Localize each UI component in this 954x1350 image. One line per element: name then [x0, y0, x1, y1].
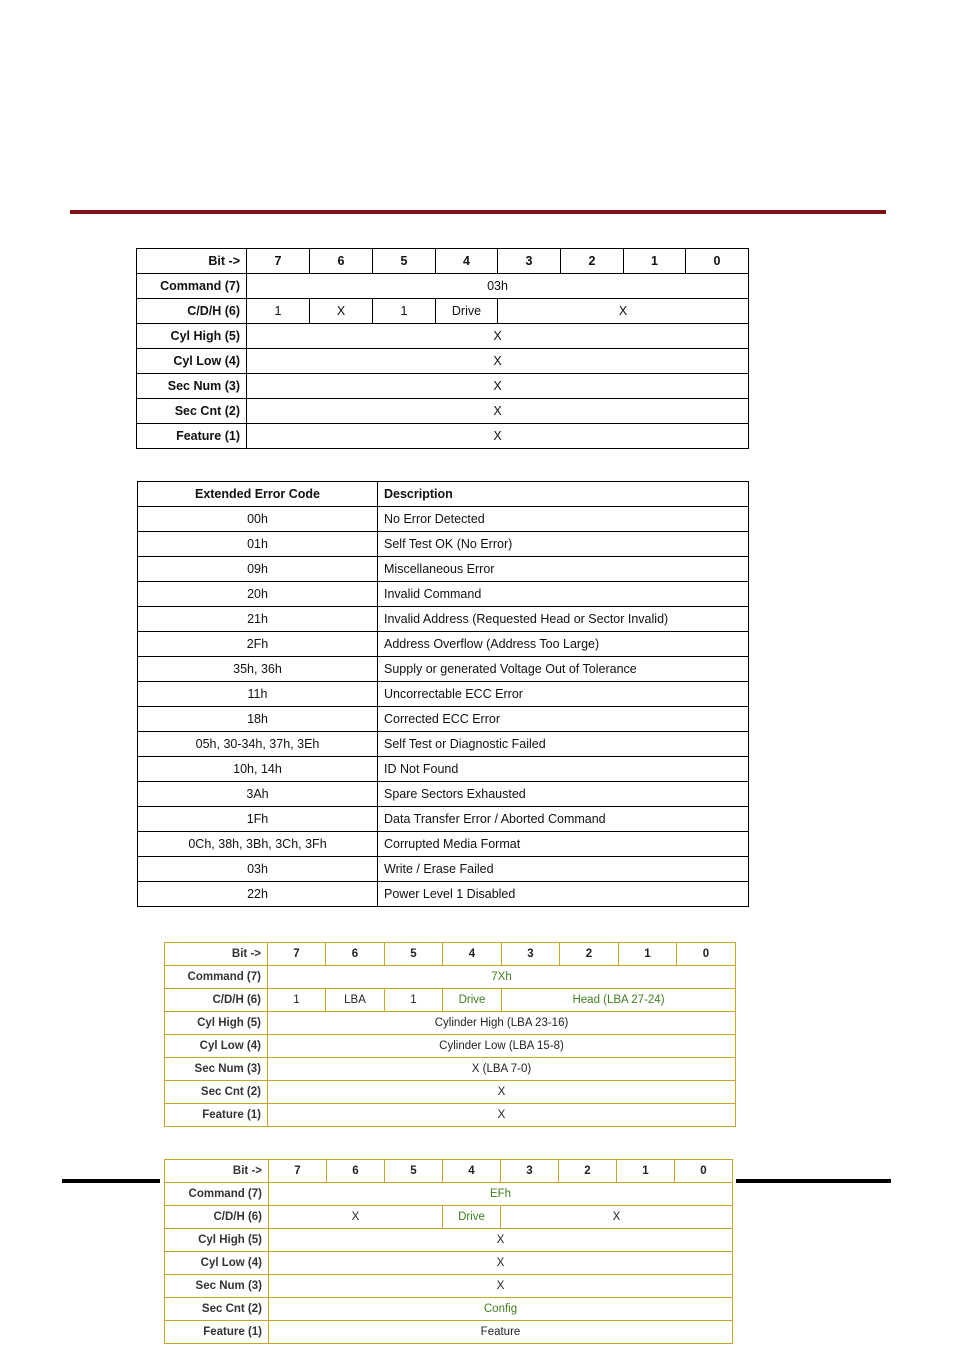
- error-description-cell: Power Level 1 Disabled: [378, 882, 749, 907]
- sec-cnt-label: Sec Cnt (2): [165, 1081, 268, 1104]
- cdh-bit4: Drive: [443, 989, 502, 1012]
- cyl-high-row: [165, 1012, 736, 1035]
- bit-4-header: 4: [443, 943, 502, 966]
- sec-num-label: Sec Num (3): [165, 1275, 269, 1298]
- cdh-bits3-0: Head (LBA 27-24): [502, 989, 736, 1012]
- feature-label: Feature (1): [137, 424, 247, 449]
- cyl-low-label: Cyl Low (4): [165, 1035, 268, 1058]
- bit-5-header: 5: [385, 943, 443, 966]
- command-label: Command (7): [165, 1183, 269, 1206]
- cdh-label: C/D/H (6): [137, 299, 247, 324]
- feature-row: [137, 424, 749, 449]
- error-code-cell: 2Fh: [138, 632, 378, 657]
- sec-cnt-label: Sec Cnt (2): [137, 399, 247, 424]
- sec-num-row: [165, 1275, 733, 1298]
- error-row: [138, 857, 749, 882]
- bit-header-label: Bit ->: [165, 1160, 269, 1183]
- sec-cnt-label: Sec Cnt (2): [165, 1298, 269, 1321]
- sec-num-value: X (LBA 7-0): [268, 1058, 736, 1081]
- command-value: 7Xh: [268, 966, 736, 989]
- sec-cnt-value: Config: [269, 1298, 733, 1321]
- sec-num-row: [165, 1058, 736, 1081]
- sec-cnt-row: [165, 1081, 736, 1104]
- sec-cnt-row: [137, 399, 749, 424]
- bit-2-header: 2: [559, 1160, 617, 1183]
- error-description-cell: Spare Sectors Exhausted: [378, 782, 749, 807]
- cdh-row: [165, 1206, 733, 1229]
- feature-label: Feature (1): [165, 1104, 268, 1127]
- error-table-header-row: [138, 482, 749, 507]
- cdh-bit5: 1: [385, 989, 443, 1012]
- feature-value: X: [268, 1104, 736, 1127]
- cyl-low-label: Cyl Low (4): [165, 1252, 269, 1275]
- footer-rule-left: [62, 1179, 160, 1183]
- cdh-bits7-5: X: [269, 1206, 443, 1229]
- error-row: [138, 682, 749, 707]
- error-description-cell: Self Test or Diagnostic Failed: [378, 732, 749, 757]
- error-row: [138, 632, 749, 657]
- error-description-cell: Self Test OK (No Error): [378, 532, 749, 557]
- bit-1-header: 1: [619, 943, 677, 966]
- description-header: Description: [378, 482, 749, 507]
- error-code-cell: 01h: [138, 532, 378, 557]
- error-code-cell: 3Ah: [138, 782, 378, 807]
- cdh-row: [165, 989, 736, 1012]
- error-description-cell: Miscellaneous Error: [378, 557, 749, 582]
- bit-0-header: 0: [675, 1160, 733, 1183]
- error-row: [138, 782, 749, 807]
- command-label: Command (7): [165, 966, 268, 989]
- cdh-bit7: 1: [247, 299, 310, 324]
- error-description-cell: ID Not Found: [378, 757, 749, 782]
- error-code-cell: 18h: [138, 707, 378, 732]
- register-table-lba: [164, 942, 736, 1127]
- error-row: [138, 507, 749, 532]
- bit-2-header: 2: [560, 943, 619, 966]
- error-description-cell: Invalid Address (Requested Head or Sector Invalid): [378, 607, 749, 632]
- cdh-bit5: 1: [373, 299, 436, 324]
- error-code-cell: 0Ch, 38h, 3Bh, 3Ch, 3Fh: [138, 832, 378, 857]
- error-code-cell: 1Fh: [138, 807, 378, 832]
- error-description-cell: Corrupted Media Format: [378, 832, 749, 857]
- feature-label: Feature (1): [165, 1321, 269, 1344]
- error-description-cell: No Error Detected: [378, 507, 749, 532]
- cyl-low-value: X: [247, 349, 749, 374]
- header-rule: [70, 210, 886, 214]
- bit-6-header: 6: [327, 1160, 385, 1183]
- cdh-bit6: X: [310, 299, 373, 324]
- cyl-high-value: X: [269, 1229, 733, 1252]
- cyl-high-label: Cyl High (5): [165, 1229, 269, 1252]
- bit-7-header: 7: [247, 249, 310, 274]
- command-label: Command (7): [137, 274, 247, 299]
- error-code-cell: 05h, 30-34h, 37h, 3Eh: [138, 732, 378, 757]
- cyl-high-row: [137, 324, 749, 349]
- sec-cnt-row: [165, 1298, 733, 1321]
- error-code-cell: 09h: [138, 557, 378, 582]
- bit-6-header: 6: [310, 249, 373, 274]
- cdh-bit4: Drive: [436, 299, 498, 324]
- feature-value: X: [247, 424, 749, 449]
- cyl-high-value: Cylinder High (LBA 23-16): [268, 1012, 736, 1035]
- error-code-cell: 11h: [138, 682, 378, 707]
- sec-num-value: X: [247, 374, 749, 399]
- command-value: EFh: [269, 1183, 733, 1206]
- sec-num-value: X: [269, 1275, 733, 1298]
- bit-0-header: 0: [677, 943, 736, 966]
- cyl-high-value: X: [247, 324, 749, 349]
- error-description-cell: Address Overflow (Address Too Large): [378, 632, 749, 657]
- cyl-high-row: [165, 1229, 733, 1252]
- error-code-cell: 10h, 14h: [138, 757, 378, 782]
- error-description-cell: Invalid Command: [378, 582, 749, 607]
- footer-rule-right: [736, 1179, 891, 1183]
- error-row: [138, 607, 749, 632]
- error-row: [138, 757, 749, 782]
- feature-row: [165, 1321, 733, 1344]
- cyl-low-row: [137, 349, 749, 374]
- register-table-set-features: [164, 1159, 733, 1344]
- error-code-cell: 21h: [138, 607, 378, 632]
- register-table-read-buffer: [136, 248, 749, 449]
- sec-cnt-value: X: [268, 1081, 736, 1104]
- cdh-bits3-0: X: [501, 1206, 733, 1229]
- bit-4-header: 4: [443, 1160, 501, 1183]
- command-row: [137, 274, 749, 299]
- extended-error-table: [137, 481, 749, 907]
- cyl-low-row: [165, 1035, 736, 1058]
- bit-5-header: 5: [385, 1160, 443, 1183]
- error-code-cell: 22h: [138, 882, 378, 907]
- cyl-high-label: Cyl High (5): [137, 324, 247, 349]
- bit-header-row: [165, 1160, 733, 1183]
- command-row: [165, 966, 736, 989]
- error-row: [138, 557, 749, 582]
- error-row: [138, 582, 749, 607]
- sec-num-label: Sec Num (3): [165, 1058, 268, 1081]
- bit-header-label: Bit ->: [137, 249, 247, 274]
- bit-7-header: 7: [269, 1160, 327, 1183]
- error-row: [138, 832, 749, 857]
- command-row: [165, 1183, 733, 1206]
- error-code-header: Extended Error Code: [138, 482, 378, 507]
- error-code-cell: 35h, 36h: [138, 657, 378, 682]
- error-row: [138, 532, 749, 557]
- sec-num-label: Sec Num (3): [137, 374, 247, 399]
- cdh-bit6: LBA: [326, 989, 385, 1012]
- cdh-label: C/D/H (6): [165, 989, 268, 1012]
- sec-num-row: [137, 374, 749, 399]
- bit-1-header: 1: [624, 249, 686, 274]
- cdh-bit4: Drive: [443, 1206, 501, 1229]
- bit-3-header: 3: [502, 943, 560, 966]
- bit-7-header: 7: [268, 943, 326, 966]
- cdh-row: [137, 299, 749, 324]
- bit-header-row: [137, 249, 749, 274]
- bit-header-label: Bit ->: [165, 943, 268, 966]
- feature-value: Feature: [269, 1321, 733, 1344]
- cdh-bit7: 1: [268, 989, 326, 1012]
- cdh-bits3-0: X: [498, 299, 749, 324]
- bit-1-header: 1: [617, 1160, 675, 1183]
- bit-6-header: 6: [326, 943, 385, 966]
- cyl-low-value: X: [269, 1252, 733, 1275]
- error-row: [138, 657, 749, 682]
- bit-0-header: 0: [686, 249, 749, 274]
- error-description-cell: Uncorrectable ECC Error: [378, 682, 749, 707]
- feature-row: [165, 1104, 736, 1127]
- error-row: [138, 732, 749, 757]
- cdh-label: C/D/H (6): [165, 1206, 269, 1229]
- cyl-low-row: [165, 1252, 733, 1275]
- cyl-low-label: Cyl Low (4): [137, 349, 247, 374]
- error-code-cell: 20h: [138, 582, 378, 607]
- cyl-low-value: Cylinder Low (LBA 15-8): [268, 1035, 736, 1058]
- error-description-cell: Supply or generated Voltage Out of Tolerance: [378, 657, 749, 682]
- sec-cnt-value: X: [247, 399, 749, 424]
- error-row: [138, 882, 749, 907]
- command-value: 03h: [247, 274, 749, 299]
- bit-5-header: 5: [373, 249, 436, 274]
- bit-header-row: [165, 943, 736, 966]
- error-code-cell: 00h: [138, 507, 378, 532]
- bit-3-header: 3: [501, 1160, 559, 1183]
- error-description-cell: Data Transfer Error / Aborted Command: [378, 807, 749, 832]
- bit-3-header: 3: [498, 249, 561, 274]
- cyl-high-label: Cyl High (5): [165, 1012, 268, 1035]
- error-row: [138, 707, 749, 732]
- error-code-cell: 03h: [138, 857, 378, 882]
- error-description-cell: Write / Erase Failed: [378, 857, 749, 882]
- error-row: [138, 807, 749, 832]
- bit-4-header: 4: [436, 249, 498, 274]
- bit-2-header: 2: [561, 249, 624, 274]
- error-description-cell: Corrected ECC Error: [378, 707, 749, 732]
